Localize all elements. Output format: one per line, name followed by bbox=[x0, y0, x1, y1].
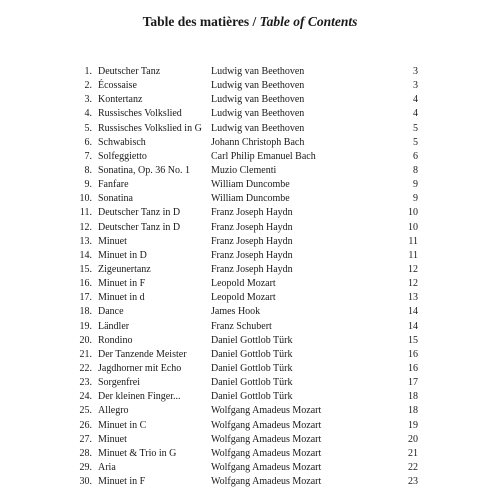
piece-title: Fanfare bbox=[98, 179, 129, 191]
composer-name: William Duncombe bbox=[211, 193, 290, 205]
piece-title: Jagdhorner mit Echo bbox=[98, 362, 182, 374]
composer-name: Daniel Gottlob Türk bbox=[211, 377, 293, 389]
entry-number: 18. bbox=[79, 306, 92, 318]
composer-name: Daniel Gottlob Türk bbox=[211, 334, 293, 346]
composer-name: Ludwig van Beethoven bbox=[211, 108, 305, 120]
toc-entry bbox=[0, 249, 500, 263]
piece-title: Russisches Volkslied in G bbox=[98, 122, 202, 134]
piece-title: Allegro bbox=[98, 405, 129, 417]
composer-name: Muzio Clementi bbox=[211, 164, 277, 176]
entry-number: 9. bbox=[84, 179, 92, 191]
table-of-contents bbox=[0, 65, 500, 489]
toc-entry bbox=[0, 178, 500, 192]
piece-title: Deutscher Tanz in D bbox=[98, 207, 181, 219]
toc-entry bbox=[0, 348, 500, 362]
page-number: 22 bbox=[408, 461, 418, 473]
entry-number: 20. bbox=[79, 334, 92, 346]
page-number: 17 bbox=[408, 377, 418, 389]
toc-entry bbox=[0, 107, 500, 121]
piece-title: Dance bbox=[98, 306, 124, 318]
piece-title: Zigeunertanz bbox=[98, 263, 151, 275]
page-number: 18 bbox=[408, 405, 418, 417]
toc-entry bbox=[0, 192, 500, 206]
toc-entry bbox=[0, 263, 500, 277]
piece-title: Sonatina, Op. 36 No. 1 bbox=[98, 164, 190, 176]
page-number: 6 bbox=[413, 150, 418, 162]
composer-name: Franz Schubert bbox=[211, 320, 272, 332]
piece-title: Aria bbox=[98, 461, 116, 473]
page-number: 3 bbox=[413, 66, 418, 77]
page-number: 18 bbox=[408, 391, 418, 403]
composer-name: Franz Joseph Haydn bbox=[211, 263, 293, 275]
page-number: 11 bbox=[408, 249, 418, 261]
page-number: 20 bbox=[408, 433, 418, 445]
composer-name: Ludwig van Beethoven bbox=[211, 66, 305, 77]
composer-name: Ludwig van Beethoven bbox=[211, 94, 305, 106]
composer-name: Wolfgang Amadeus Mozart bbox=[211, 447, 322, 459]
composer-name: Wolfgang Amadeus Mozart bbox=[211, 476, 322, 488]
entry-number: 28. bbox=[79, 447, 92, 459]
entry-number: 2. bbox=[84, 80, 92, 92]
piece-title: Sonatina bbox=[98, 193, 133, 205]
composer-name: Franz Joseph Haydn bbox=[211, 221, 293, 233]
composer-name: James Hook bbox=[211, 306, 261, 318]
entry-number: 21. bbox=[79, 348, 92, 360]
composer-name: Leopold Mozart bbox=[211, 292, 276, 304]
toc-entry bbox=[0, 461, 500, 475]
composer-name: Franz Joseph Haydn bbox=[211, 235, 293, 247]
page-number: 16 bbox=[408, 362, 418, 374]
entry-number: 22. bbox=[79, 362, 92, 374]
entry-number: 3. bbox=[84, 94, 92, 106]
piece-title: Deutscher Tanz in D bbox=[98, 221, 181, 233]
toc-entry bbox=[0, 475, 500, 489]
toc-entry bbox=[0, 447, 500, 461]
piece-title: Ländler bbox=[98, 320, 130, 332]
piece-title: Der kleinen Finger... bbox=[98, 391, 181, 403]
piece-title: Rondino bbox=[98, 334, 133, 346]
entry-number: 1. bbox=[84, 66, 92, 77]
page-number: 14 bbox=[408, 306, 418, 318]
page-number: 21 bbox=[408, 447, 418, 459]
entry-number: 23. bbox=[79, 377, 92, 389]
piece-title: Solfeggietto bbox=[98, 150, 147, 162]
composer-name: Ludwig van Beethoven bbox=[211, 80, 305, 92]
composer-name: Carl Philip Emanuel Bach bbox=[211, 150, 316, 162]
piece-title: Minuet in F bbox=[98, 278, 146, 290]
entry-number: 12. bbox=[79, 221, 92, 233]
toc-entry bbox=[0, 334, 500, 348]
page-number: 9 bbox=[413, 193, 418, 205]
entry-number: 25. bbox=[79, 405, 92, 417]
entry-number: 4. bbox=[84, 108, 92, 120]
entry-number: 29. bbox=[79, 461, 92, 473]
toc-entry bbox=[0, 164, 500, 178]
toc-entry bbox=[0, 206, 500, 220]
toc-entry bbox=[0, 291, 500, 305]
toc-entry bbox=[0, 235, 500, 249]
page-number: 10 bbox=[408, 207, 418, 219]
entry-number: 13. bbox=[79, 235, 92, 247]
page-number: 10 bbox=[408, 221, 418, 233]
page-number: 4 bbox=[413, 108, 418, 120]
piece-title: Minuet & Trio in G bbox=[98, 447, 177, 459]
entry-number: 24. bbox=[79, 391, 92, 403]
title-french: Table des matières bbox=[142, 14, 250, 29]
page-number: 4 bbox=[413, 94, 418, 106]
page-number: 5 bbox=[413, 122, 418, 134]
page-title bbox=[0, 14, 500, 30]
toc-entry bbox=[0, 221, 500, 235]
toc-entry bbox=[0, 362, 500, 376]
composer-name: Wolfgang Amadeus Mozart bbox=[211, 405, 322, 417]
page-number: 16 bbox=[408, 348, 418, 360]
entry-number: 26. bbox=[79, 419, 92, 431]
piece-title: Russisches Volkslied bbox=[98, 108, 182, 120]
page-number: 15 bbox=[408, 334, 418, 346]
piece-title: Écossaise bbox=[98, 80, 137, 92]
toc-entry bbox=[0, 376, 500, 390]
composer-name: Ludwig van Beethoven bbox=[211, 122, 305, 134]
piece-title: Minuet in d bbox=[98, 292, 145, 304]
composer-name: Daniel Gottlob Türk bbox=[211, 362, 293, 374]
page-number: 23 bbox=[408, 476, 418, 488]
composer-name: Leopold Mozart bbox=[211, 278, 276, 290]
piece-title: Der Tanzende Meister bbox=[98, 348, 187, 360]
composer-name: Wolfgang Amadeus Mozart bbox=[211, 461, 322, 473]
entry-number: 11. bbox=[79, 207, 92, 219]
composer-name: Daniel Gottlob Türk bbox=[211, 391, 293, 403]
piece-title: Minuet in D bbox=[98, 249, 147, 261]
piece-title: Minuet bbox=[98, 433, 127, 445]
toc-entry bbox=[0, 305, 500, 319]
toc-entry bbox=[0, 122, 500, 136]
toc-entry bbox=[0, 93, 500, 107]
piece-title: Minuet in F bbox=[98, 476, 146, 488]
page-number: 11 bbox=[408, 235, 418, 247]
piece-title: Kontertanz bbox=[98, 94, 143, 106]
entry-number: 16. bbox=[79, 278, 92, 290]
toc-entry bbox=[0, 277, 500, 291]
page-number: 5 bbox=[413, 136, 418, 148]
entry-number: 27. bbox=[79, 433, 92, 445]
page-number: 12 bbox=[408, 278, 418, 290]
piece-title: Deutscher Tanz bbox=[98, 66, 161, 77]
toc-entry bbox=[0, 79, 500, 93]
page-number: 19 bbox=[408, 419, 418, 431]
entry-number: 17. bbox=[79, 292, 92, 304]
page-number: 8 bbox=[413, 164, 418, 176]
entry-number: 5. bbox=[84, 122, 92, 134]
composer-name: Johann Christoph Bach bbox=[211, 136, 305, 148]
composer-name: Franz Joseph Haydn bbox=[211, 249, 293, 261]
toc-entry bbox=[0, 65, 500, 79]
composer-name: Franz Joseph Haydn bbox=[211, 207, 293, 219]
page-number: 13 bbox=[408, 292, 418, 304]
page-number: 12 bbox=[408, 263, 418, 275]
toc-entry bbox=[0, 150, 500, 164]
toc-entry bbox=[0, 419, 500, 433]
piece-title: Minuet in C bbox=[98, 419, 147, 431]
piece-title: Minuet bbox=[98, 235, 127, 247]
page-number: 3 bbox=[413, 80, 418, 92]
piece-title: Sorgenfrei bbox=[98, 377, 141, 389]
piece-title: Schwabisch bbox=[98, 136, 146, 148]
entry-number: 15. bbox=[79, 263, 92, 275]
composer-name: Wolfgang Amadeus Mozart bbox=[211, 419, 322, 431]
toc-entry bbox=[0, 136, 500, 150]
toc-entry bbox=[0, 433, 500, 447]
toc-entry bbox=[0, 320, 500, 334]
composer-name: Wolfgang Amadeus Mozart bbox=[211, 433, 322, 445]
entry-number: 7. bbox=[84, 150, 92, 162]
entry-number: 8. bbox=[84, 164, 92, 176]
title-english: Table of Contents bbox=[259, 14, 358, 29]
page-number: 14 bbox=[408, 320, 418, 332]
title-separator: / bbox=[249, 14, 260, 29]
composer-name: Daniel Gottlob Türk bbox=[211, 348, 293, 360]
entry-number: 10. bbox=[79, 193, 92, 205]
toc-entry bbox=[0, 404, 500, 418]
entry-number: 6. bbox=[84, 136, 92, 148]
composer-name: William Duncombe bbox=[211, 179, 290, 191]
entry-number: 14. bbox=[79, 249, 92, 261]
entry-number: 30. bbox=[79, 476, 92, 488]
page-number: 9 bbox=[413, 179, 418, 191]
toc-entry bbox=[0, 390, 500, 404]
entry-number: 19. bbox=[79, 320, 92, 332]
